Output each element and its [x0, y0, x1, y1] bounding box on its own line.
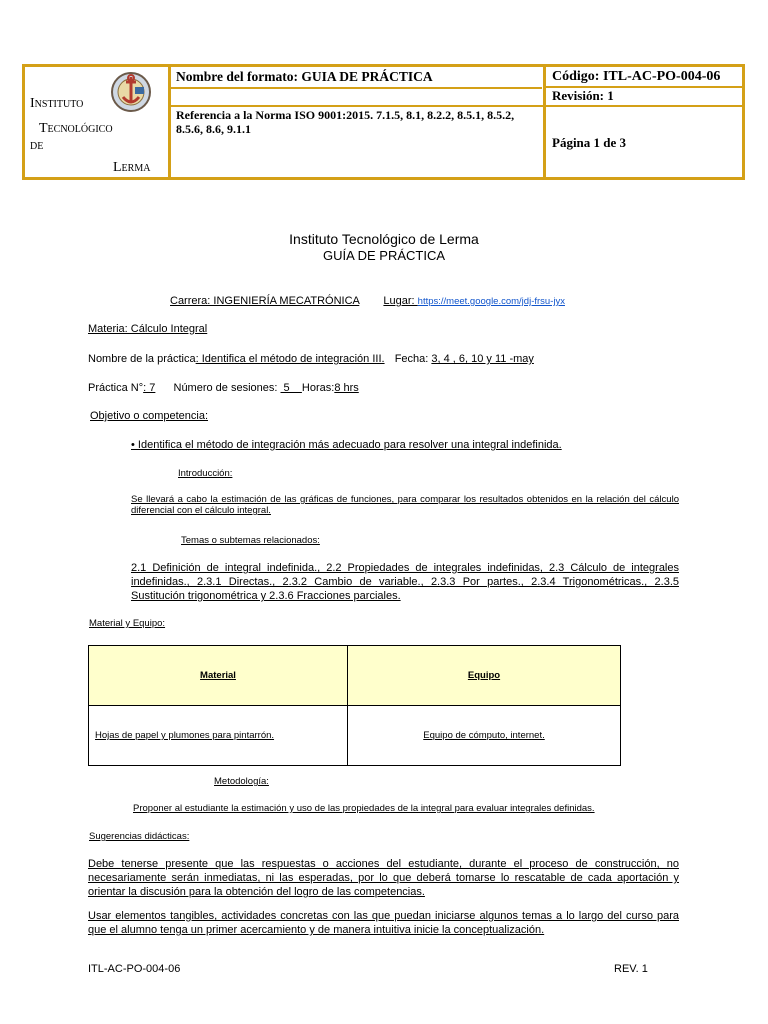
table-header-row: [89, 646, 621, 706]
materia-line: Materia: Cálculo Integral: [88, 323, 208, 335]
sugerencias-paragraph-1: Debe tenerse presente que las respuestas o acciones del estudiante, durante el proceso de construcción, no necesariamente serán inmediatas, ni las esperadas, por lo que deberá tomarse lo rescatable de cada aportación y orientar la discusión para la obtención del logro de las competencias.: [88, 858, 679, 898]
document-header-table: [22, 64, 745, 180]
material-title: Material y Equipo:: [89, 618, 166, 629]
logo-text-instituto: Instituto: [30, 96, 84, 111]
institute-logo-icon: [107, 69, 155, 115]
intro-title: Introducción:: [178, 468, 233, 479]
temas-title: Temas o subtemas relacionados:: [181, 535, 320, 546]
header-divider: [168, 67, 171, 177]
institution-title: Instituto Tecnológico de Lerma: [289, 231, 479, 247]
equipo-value: Equipo de cómputo, internet.: [348, 706, 621, 766]
practica-name-label: Nombre de la práctica: [88, 353, 196, 365]
carrera-label: Carrera: INGENIERÍA MECATRÓNICA: [170, 295, 360, 307]
practica-number-value: : 7: [143, 382, 156, 394]
objetivo-title: Objetivo o competencia:: [90, 410, 209, 422]
horas-label: Horas:: [301, 382, 335, 394]
sesiones-value: 5: [280, 382, 302, 394]
logo-text-lerma: Lerma: [113, 160, 151, 175]
header-divider: [168, 87, 542, 89]
document-code: Código: ITL-AC-PO-004-06: [552, 69, 721, 84]
footer-code: ITL-AC-PO-004-06: [88, 963, 181, 975]
practica-number-label: Práctica N°: [88, 382, 144, 394]
fecha-value: 3, 4 , 6, 10 y 11 -may: [431, 353, 534, 365]
practica-number-line: [88, 381, 359, 395]
intro-text: Se llevará a cabo la estimación de las gráficas de funciones, para comparar los resultados obtenidos en la relación del cálculo diferencial con el cálculo integral.: [131, 494, 679, 516]
header-divider: [168, 105, 745, 107]
meet-link[interactable]: https://meet.google.com/jdj-frsu-jyx: [417, 296, 565, 307]
document-revision: Revisión: 1: [552, 88, 614, 103]
metodologia-text: Proponer al estudiante la estimación y uso de las propiedades de la integral para evaluar integrales definidas.: [133, 803, 595, 814]
table-row: [89, 706, 621, 766]
logo-text-tecnologico: Tecnológico: [39, 121, 113, 136]
horas-value: 8 hrs: [334, 382, 359, 394]
lugar-label: Lugar:: [383, 295, 418, 307]
sesiones-label: Número de sesiones:: [173, 382, 281, 394]
sugerencias-title: Sugerencias didácticas:: [89, 831, 190, 842]
metodologia-title: Metodología:: [214, 776, 269, 787]
material-value: Hojas de papel y plumones para pintarrón.: [89, 706, 348, 766]
format-name: Nombre del formato: GUIA DE PRÁCTICA: [176, 69, 433, 84]
logo-text-de: de: [30, 138, 44, 153]
guide-title: GUÍA DE PRÁCTICA: [322, 248, 446, 263]
page-number: Página 1 de 3: [552, 135, 627, 150]
material-equipment-table: [88, 645, 621, 766]
material-column-header: Material: [89, 646, 348, 706]
practica-name-line: [88, 352, 534, 366]
sugerencias-paragraph-2: Usar elementos tangibles, actividades concretas con las que puedan iniciarse algunos temas a lo largo del curso para que el alumno tenga un primer acercamiento y de manera intuitiva inicie la conceptualización.: [88, 910, 679, 936]
objetivo-text: • Identifica el método de integración más adecuado para resolver una integral indefinida.: [131, 439, 562, 451]
practica-name-value: : Identifica el método de integración III.: [195, 353, 385, 365]
fecha-label: Fecha:: [394, 353, 432, 365]
carrera-line: [170, 294, 565, 309]
temas-text: 2.1 Definición de integral indefinida., 2.2 Propiedades de integrales indefinidas, 2.3 Cálculo de integrales indefinidas., 2.3.1 Directas., 2.3.2 Cambio de variable., 2.3.3 Por partes., 2.3.4 Trigonométricas., 2.3.5 Sustitución trigonométrica y 2.3.6 Fracciones parciales.: [131, 562, 679, 602]
header-divider: [543, 67, 546, 177]
footer-revision: REV. 1: [614, 963, 648, 975]
iso-reference: Referencia a la Norma ISO 9001:2015. 7.1.5, 8.1, 8.2.2, 8.5.1, 8.5.2, 8.5.6, 8.6, 9.1.1: [176, 108, 515, 136]
equipo-column-header: Equipo: [348, 646, 621, 706]
